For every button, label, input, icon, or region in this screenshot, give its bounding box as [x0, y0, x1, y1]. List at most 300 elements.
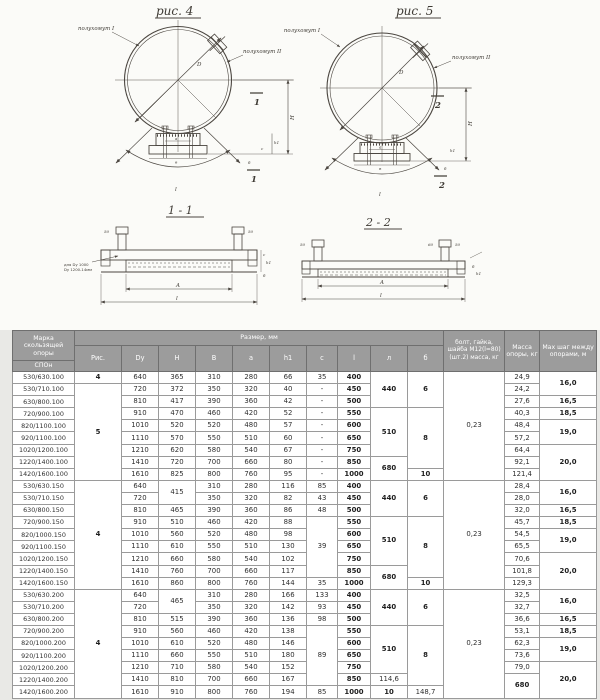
- value-cell: 19,0: [540, 638, 597, 662]
- fig5-dim-b: б: [444, 166, 447, 171]
- value-cell: 470: [159, 408, 196, 420]
- value-cell: 500: [338, 613, 371, 625]
- value-cell: -: [307, 444, 338, 456]
- sec1-dim-l: l: [176, 296, 178, 302]
- header-spon-label: СПОн: [13, 360, 74, 371]
- value-cell: 43: [307, 492, 338, 504]
- table-row: [13, 372, 597, 384]
- value-cell: 400: [338, 372, 371, 384]
- value-cell: 53,1: [505, 625, 540, 637]
- technical-drawing-area: [0, 0, 600, 330]
- fig4-section-mark-bottom: 1: [251, 175, 257, 185]
- value-cell: 116: [270, 480, 307, 492]
- value-cell: 810: [122, 613, 159, 625]
- mark-cell: 820/1000.200: [13, 638, 75, 650]
- value-cell: 1010: [122, 638, 159, 650]
- fig4-label-clamp1: полухомут I: [78, 26, 115, 32]
- value-cell: 580: [196, 553, 233, 565]
- value-cell: 6: [408, 480, 444, 516]
- value-cell: 360: [233, 396, 270, 408]
- spec-table-area: [0, 330, 600, 699]
- value-cell: 480: [233, 420, 270, 432]
- value-cell: 350: [196, 384, 233, 396]
- value-cell: 450: [338, 601, 371, 613]
- table-body: [13, 372, 597, 699]
- value-cell: 460: [196, 517, 233, 529]
- mark-cell: 820/1100.100: [13, 420, 75, 432]
- mark-cell: 1420/1600.100: [13, 468, 75, 480]
- value-cell: 1210: [122, 444, 159, 456]
- mark-cell: 530/630.100: [13, 372, 75, 384]
- col-header-step: Мах шаг между опорами, м: [540, 331, 597, 372]
- value-cell: 6: [408, 372, 444, 408]
- value-cell: 1010: [122, 420, 159, 432]
- value-cell: 600: [338, 420, 371, 432]
- value-cell: 35: [307, 577, 338, 589]
- value-cell: 16,5: [540, 396, 597, 408]
- value-cell: 660: [233, 674, 270, 686]
- value-cell: 320: [233, 384, 270, 396]
- value-cell: -: [307, 456, 338, 468]
- value-cell: 760: [233, 577, 270, 589]
- value-cell: 680: [371, 565, 408, 589]
- fig4-dim-D: D: [197, 62, 202, 68]
- value-cell: 280: [233, 480, 270, 492]
- col-header-a: a: [233, 346, 270, 372]
- value-cell: 89: [307, 625, 338, 685]
- value-cell: 700: [196, 456, 233, 468]
- value-cell: 16,0: [540, 589, 597, 613]
- sec1-title: 1 - 1: [168, 204, 193, 217]
- table-header: [13, 331, 597, 372]
- value-cell: 860: [159, 577, 196, 589]
- value-cell: 760: [233, 468, 270, 480]
- value-cell: 10: [408, 468, 444, 480]
- value-cell: 6: [408, 589, 444, 625]
- fig5-section-mark-bottom: 2: [439, 181, 445, 191]
- value-cell: 0,23: [444, 480, 505, 589]
- value-cell: 1110: [122, 650, 159, 662]
- value-cell: 510: [371, 517, 408, 565]
- value-cell: 510: [371, 625, 408, 673]
- value-cell: 64,4: [505, 444, 540, 456]
- fig5-section-mark-top: 2: [435, 101, 441, 111]
- value-cell: 48,4: [505, 420, 540, 432]
- value-cell: 810: [159, 674, 196, 686]
- value-cell: 420: [233, 408, 270, 420]
- value-cell: 910: [122, 408, 159, 420]
- value-cell: 500: [338, 505, 371, 517]
- value-cell: 98: [270, 529, 307, 541]
- fig4-dim-c: c: [261, 146, 264, 151]
- value-cell: 360: [233, 613, 270, 625]
- value-cell: 320: [233, 601, 270, 613]
- value-cell: 117: [270, 565, 307, 577]
- sec1-dim-A: A: [176, 283, 180, 289]
- value-cell: 700: [196, 674, 233, 686]
- value-cell: 54,5: [505, 529, 540, 541]
- sec1-dim-h1: h1: [266, 260, 272, 265]
- sec2-title: 2 - 2: [366, 216, 391, 229]
- value-cell: 500: [338, 396, 371, 408]
- fig5-dim-h1: h1: [450, 148, 456, 153]
- value-cell: 560: [159, 529, 196, 541]
- value-cell: 24,2: [505, 384, 540, 396]
- value-cell: 57,2: [505, 432, 540, 444]
- value-cell: 350: [196, 601, 233, 613]
- sec2-dim-l: l: [380, 293, 382, 299]
- table-row: [13, 589, 597, 601]
- value-cell: 0,23: [444, 372, 505, 481]
- value-cell: 510: [233, 541, 270, 553]
- sec1-dim-b: б: [263, 273, 266, 278]
- col-group-size: Размер, мм: [75, 331, 444, 346]
- sec1-bolt-dim-right: 50: [248, 229, 254, 234]
- mark-cell: 1020/1200.150: [13, 553, 75, 565]
- value-cell: 540: [233, 444, 270, 456]
- value-cell: -: [307, 384, 338, 396]
- value-cell: 540: [233, 553, 270, 565]
- value-cell: 102: [270, 553, 307, 565]
- value-cell: 520: [159, 420, 196, 432]
- value-cell: 48: [307, 505, 338, 517]
- section-2-2: [300, 216, 482, 302]
- value-cell: 910: [122, 517, 159, 529]
- value-cell: 310: [196, 589, 233, 601]
- value-cell: 20,0: [540, 444, 597, 480]
- value-cell: 16,5: [540, 613, 597, 625]
- value-cell: 129,3: [505, 577, 540, 589]
- value-cell: 660: [233, 565, 270, 577]
- pipe-support-drawing: [0, 0, 600, 330]
- value-cell: 166: [270, 589, 307, 601]
- value-cell: 650: [338, 650, 371, 662]
- value-cell: 440: [371, 372, 408, 408]
- value-cell: 310: [196, 372, 233, 384]
- sec1-bolt-dim-left: 50: [104, 229, 110, 234]
- value-cell: 400: [338, 480, 371, 492]
- mark-cell: 1220/1400.150: [13, 565, 75, 577]
- value-cell: -: [307, 408, 338, 420]
- mark-cell: 820/1000.150: [13, 529, 75, 541]
- value-cell: 93: [307, 601, 338, 613]
- value-cell: 810: [122, 505, 159, 517]
- sec2-bolt-dim-left: 50: [300, 242, 306, 247]
- value-cell: 825: [159, 468, 196, 480]
- value-cell: 142: [270, 601, 307, 613]
- value-cell: 8: [408, 408, 444, 468]
- value-cell: 18,5: [540, 408, 597, 420]
- value-cell: 1610: [122, 468, 159, 480]
- value-cell: 80: [270, 456, 307, 468]
- value-cell: 28,0: [505, 492, 540, 504]
- value-cell: 520: [196, 420, 233, 432]
- value-cell: 540: [233, 662, 270, 674]
- value-cell: 20,0: [540, 662, 597, 698]
- value-cell: 16,5: [540, 505, 597, 517]
- value-cell: 101,8: [505, 565, 540, 577]
- col-header-mass: Масса опоры, кг: [505, 331, 540, 372]
- table-row: [13, 480, 597, 492]
- value-cell: 10: [371, 686, 408, 698]
- value-cell: 82: [270, 492, 307, 504]
- mark-cell: 920/1100.150: [13, 541, 75, 553]
- value-cell: 610: [159, 541, 196, 553]
- value-cell: 550: [338, 517, 371, 529]
- mark-cell: 530/710.100: [13, 384, 75, 396]
- value-cell: 1610: [122, 686, 159, 698]
- value-cell: 480: [233, 638, 270, 650]
- value-cell: 10: [408, 577, 444, 589]
- value-cell: 640: [122, 372, 159, 384]
- value-cell: 1110: [122, 541, 159, 553]
- value-cell: 28,4: [505, 480, 540, 492]
- table-row: [13, 384, 597, 396]
- mark-cell: 630/800.150: [13, 505, 75, 517]
- sec2-dim-b: б: [472, 264, 475, 269]
- value-cell: 460: [196, 625, 233, 637]
- col-header-l2: л: [371, 346, 408, 372]
- value-cell: 550: [196, 432, 233, 444]
- fig4-dim-v: в: [175, 159, 178, 165]
- value-cell: 138: [270, 625, 307, 637]
- col-header-dy: Dy: [122, 346, 159, 372]
- value-cell: 660: [233, 456, 270, 468]
- value-cell: 85: [307, 480, 338, 492]
- value-cell: 560: [159, 625, 196, 637]
- fig5-label-clamp1: полухомут I: [283, 28, 320, 34]
- value-cell: 610: [159, 638, 196, 650]
- mark-cell: 720/900.100: [13, 408, 75, 420]
- fig4-dim-b: б: [248, 160, 251, 165]
- value-cell: 45,7: [505, 517, 540, 529]
- sliding-support-spec-table: [12, 330, 597, 699]
- value-cell: 850: [338, 674, 371, 686]
- value-cell: 98: [307, 613, 338, 625]
- value-cell: 720: [159, 456, 196, 468]
- value-cell: 520: [196, 529, 233, 541]
- value-cell: 52: [270, 408, 307, 420]
- value-cell: 57: [270, 420, 307, 432]
- mark-cell: 920/1100.200: [13, 650, 75, 662]
- fig5-title: рис. 5: [396, 4, 434, 18]
- fig4-dim-l: l: [175, 187, 177, 193]
- value-cell: 4: [75, 372, 122, 384]
- value-cell: -: [307, 468, 338, 480]
- value-cell: 640: [122, 480, 159, 492]
- fig5-dim-H: H: [468, 121, 474, 126]
- value-cell: 720: [122, 601, 159, 613]
- mark-cell: 530/630.150: [13, 480, 75, 492]
- value-cell: 1410: [122, 456, 159, 468]
- mark-cell: 630/800.200: [13, 613, 75, 625]
- value-cell: 400: [338, 589, 371, 601]
- value-cell: 600: [338, 529, 371, 541]
- value-cell: 32,0: [505, 505, 540, 517]
- mark-cell: 1420/1600.150: [13, 577, 75, 589]
- value-cell: 660: [159, 650, 196, 662]
- col-header-bolt: болт, гайка, шайба М12(l=80) (шт.2) масса, кг: [444, 331, 505, 372]
- value-cell: -: [307, 432, 338, 444]
- value-cell: 550: [338, 625, 371, 637]
- value-cell: 136: [270, 613, 307, 625]
- value-cell: 660: [159, 553, 196, 565]
- value-cell: 1610: [122, 577, 159, 589]
- fig4-label-clamp2: полухомут II: [243, 49, 282, 55]
- value-cell: 550: [196, 541, 233, 553]
- value-cell: 390: [196, 613, 233, 625]
- value-cell: 750: [338, 662, 371, 674]
- value-cell: 1210: [122, 662, 159, 674]
- value-cell: 760: [159, 565, 196, 577]
- value-cell: 70,6: [505, 553, 540, 565]
- value-cell: 19,0: [540, 420, 597, 444]
- mark-cell: 1220/1400.200: [13, 674, 75, 686]
- value-cell: 8: [408, 625, 444, 685]
- value-cell: 465: [159, 505, 196, 517]
- mark-cell: 530/710.150: [13, 492, 75, 504]
- fig4-dim-h1: h1: [274, 140, 280, 145]
- sec1-note-line1: для Dy 1000: [64, 262, 89, 267]
- fig4-dim-a: a: [175, 136, 178, 141]
- value-cell: 515: [159, 613, 196, 625]
- value-cell: 640: [122, 589, 159, 601]
- value-cell: -: [307, 396, 338, 408]
- value-cell: 92,1: [505, 456, 540, 468]
- value-cell: 1410: [122, 565, 159, 577]
- value-cell: 66: [270, 372, 307, 384]
- value-cell: 650: [338, 432, 371, 444]
- value-cell: 415: [159, 480, 196, 504]
- value-cell: 88: [270, 517, 307, 529]
- sec2-dim-h1: h1: [476, 271, 482, 276]
- value-cell: 850: [338, 565, 371, 577]
- col-header-h1: h1: [270, 346, 307, 372]
- value-cell: 580: [196, 444, 233, 456]
- value-cell: 550: [338, 408, 371, 420]
- value-cell: 73,6: [505, 650, 540, 662]
- section-1-1: [64, 204, 271, 305]
- fig5-dim-a: a: [379, 144, 382, 150]
- col-header-mark: [13, 331, 75, 372]
- value-cell: 42: [270, 396, 307, 408]
- sec1-note-line2: Dy 1200-14мм: [64, 267, 92, 272]
- value-cell: 710: [159, 662, 196, 674]
- col-header-b2: б: [408, 346, 444, 372]
- value-cell: 5: [75, 384, 122, 481]
- value-cell: 85: [307, 686, 338, 698]
- col-header-h: H: [159, 346, 196, 372]
- value-cell: 40,3: [505, 408, 540, 420]
- value-cell: 450: [338, 492, 371, 504]
- value-cell: 1000: [338, 468, 371, 480]
- sec2-dim-A: A: [380, 280, 384, 286]
- value-cell: 180: [270, 650, 307, 662]
- fig5-dim-D: D: [399, 70, 404, 76]
- value-cell: 390: [196, 505, 233, 517]
- figure-5: [284, 4, 491, 198]
- value-cell: 32,5: [505, 589, 540, 601]
- fig5-label-clamp2: полухомут II: [452, 55, 491, 61]
- value-cell: 510: [233, 432, 270, 444]
- value-cell: 420: [233, 517, 270, 529]
- value-cell: 910: [159, 686, 196, 698]
- value-cell: 910: [122, 625, 159, 637]
- value-cell: 1410: [122, 674, 159, 686]
- value-cell: 18,5: [540, 625, 597, 637]
- mark-cell: 720/900.150: [13, 517, 75, 529]
- value-cell: 750: [338, 444, 371, 456]
- value-cell: 390: [196, 396, 233, 408]
- fig5-dim-v: в: [379, 166, 382, 171]
- value-cell: 39: [307, 517, 338, 577]
- value-cell: 810: [122, 396, 159, 408]
- value-cell: 1000: [338, 686, 371, 698]
- value-cell: 520: [196, 638, 233, 650]
- value-cell: 60: [270, 432, 307, 444]
- fig4-section-mark-top: 1: [254, 98, 260, 108]
- value-cell: 800: [196, 577, 233, 589]
- value-cell: 460: [196, 408, 233, 420]
- value-cell: 570: [159, 432, 196, 444]
- value-cell: 680: [371, 456, 408, 480]
- mark-cell: 1220/1400.100: [13, 456, 75, 468]
- value-cell: 130: [270, 541, 307, 553]
- value-cell: 114,6: [371, 674, 408, 686]
- value-cell: 148,7: [408, 686, 444, 698]
- value-cell: 144: [270, 577, 307, 589]
- value-cell: 365: [159, 372, 196, 384]
- value-cell: 800: [196, 468, 233, 480]
- value-cell: 620: [159, 444, 196, 456]
- value-cell: 580: [196, 662, 233, 674]
- fig4-title: рис. 4: [156, 4, 194, 18]
- value-cell: 320: [233, 492, 270, 504]
- value-cell: 440: [371, 480, 408, 516]
- value-cell: 440: [371, 589, 408, 625]
- header-mark-label: Марка скользящей опоры: [23, 334, 64, 357]
- value-cell: 420: [233, 625, 270, 637]
- value-cell: 800: [196, 686, 233, 698]
- value-cell: 350: [196, 492, 233, 504]
- col-header-c: c: [307, 346, 338, 372]
- value-cell: 550: [196, 650, 233, 662]
- value-cell: 850: [338, 456, 371, 468]
- value-cell: 450: [338, 384, 371, 396]
- value-cell: 4: [75, 589, 122, 698]
- value-cell: 650: [338, 541, 371, 553]
- value-cell: 510: [233, 650, 270, 662]
- value-cell: 750: [338, 553, 371, 565]
- value-cell: 146: [270, 638, 307, 650]
- figure-4: [78, 4, 296, 193]
- value-cell: 79,0: [505, 662, 540, 674]
- value-cell: 700: [196, 565, 233, 577]
- value-cell: 280: [233, 589, 270, 601]
- col-header-fig: Рис.: [75, 346, 122, 372]
- value-cell: 8: [408, 517, 444, 577]
- value-cell: 16,0: [540, 480, 597, 504]
- value-cell: 510: [371, 408, 408, 456]
- value-cell: 1210: [122, 553, 159, 565]
- value-cell: 95: [270, 468, 307, 480]
- value-cell: 16,0: [540, 372, 597, 396]
- sec1-dim-c: c: [263, 252, 266, 257]
- value-cell: 510: [159, 517, 196, 529]
- value-cell: 720: [122, 492, 159, 504]
- mark-cell: 530/710.200: [13, 601, 75, 613]
- value-cell: 18,5: [540, 517, 597, 529]
